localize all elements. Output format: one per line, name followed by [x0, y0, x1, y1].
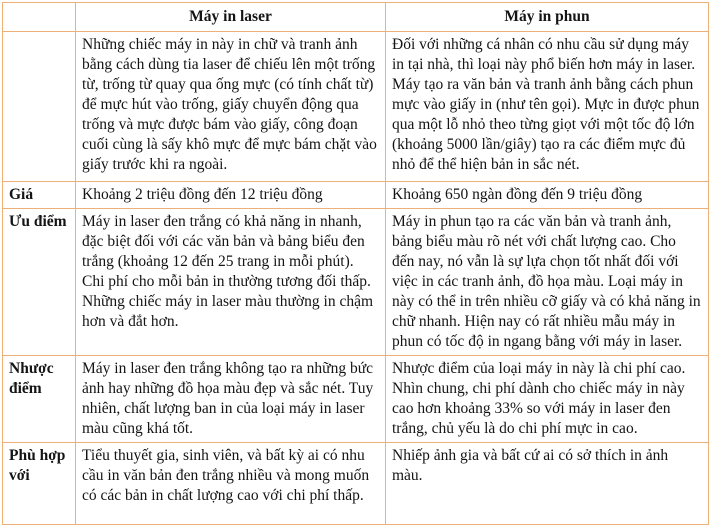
row-label-disadvantages: Nhược điểm [3, 356, 76, 443]
price-laser-cell: Khoảng 2 triệu đồng đến 12 triệu đồng [76, 182, 386, 209]
price-inkjet-cell: Khoảng 650 ngàn đồng đến 9 triệu đồng [386, 182, 709, 209]
row-label-description [3, 32, 76, 182]
suitable-for-laser-cell: Tiểu thuyết gia, sinh viên, và bất kỳ ai có nhu cầu in văn bản đen trắng nhiều và mong muốn có các bản in chất lượng cao với chi phí thấp. [76, 443, 386, 525]
table-row-price [3, 182, 709, 209]
table-row-disadvantages [3, 356, 709, 443]
corner-header-cell [3, 3, 76, 32]
table-row-advantages [3, 209, 709, 356]
column-header-laser: Máy in laser [76, 3, 386, 32]
printer-comparison-table [2, 2, 709, 525]
table-row-description [3, 32, 709, 182]
description-inkjet-cell: Đối với những cá nhân có nhu cầu sử dụng máy in tại nhà, thì loại này phổ biến hơn máy in laser. Máy tạo ra văn bản và tranh ảnh bằng cách phun mực vào giấy in (như tên gọi). Mực in được phun qua một lỗ nhỏ theo từng giọt với một tốc độ lớn (khoảng 5000 lần/giây) tạo ra các điểm mực đủ nhỏ để thể hiện bản in sắc nét. [386, 32, 709, 182]
row-label-advantages: Ưu điểm [3, 209, 76, 356]
advantages-inkjet-cell: Máy in phun tạo ra các văn bản và tranh ảnh, bảng biểu màu rõ nét với chất lượng cao. Cho đến nay, nó vẫn là sự lựa chọn tốt nhất đối với việc in các tranh ảnh, đồ họa màu. Loại máy in này có thể in trên nhiều cỡ giấy và có khả năng in chữ nhanh. Hiện nay có rất nhiều mẫu máy in phun có tốc độ in ngang bằng với máy in laser. [386, 209, 709, 356]
table-row-suitable-for [3, 443, 709, 525]
suitable-for-inkjet-cell: Nhiếp ảnh gia và bất cứ ai có sở thích in ảnh màu. [386, 443, 709, 525]
disadvantages-inkjet-cell: Nhược điểm của loại máy in này là chi phí cao. Nhìn chung, chi phí dành cho chiếc máy in này cao hơn khoảng 33% so với máy in laser đen trắng, chủ yếu là do chi phí mực in cao. [386, 356, 709, 443]
disadvantages-laser-cell: Máy in laser đen trắng không tạo ra những bức ảnh hay những đồ họa màu đẹp và sắc nét. Tuy nhiên, chất lượng ban in của loại máy in laser màu cũng khá tốt. [76, 356, 386, 443]
table-header-row [3, 3, 709, 32]
column-header-inkjet: Máy in phun [386, 3, 709, 32]
row-label-suitable-for: Phù hợp với [3, 443, 76, 525]
row-label-price: Giá [3, 182, 76, 209]
advantages-laser-cell: Máy in laser đen trắng có khả năng in nhanh, đặc biệt đối với các văn bản và bảng biểu đen trắng (khoảng 12 đến 25 trang in mỗi phút). Chi phí cho mỗi bản in thường tương đối thấp. Những chiếc máy in laser màu thường in chậm hơn và đắt hơn. [76, 209, 386, 356]
description-laser-cell: Những chiếc máy in này in chữ và tranh ảnh bằng cách dùng tia laser để chiếu lên một trống từ, trống từ quay qua ống mực (có tính chất từ) để mực hút vào trống, giấy chuyển động qua trống và mực được bám vào giấy, công đoạn cuối cùng là sấy khô mực để mực bám chặt vào giấy trước khi ra ngoài. [76, 32, 386, 182]
